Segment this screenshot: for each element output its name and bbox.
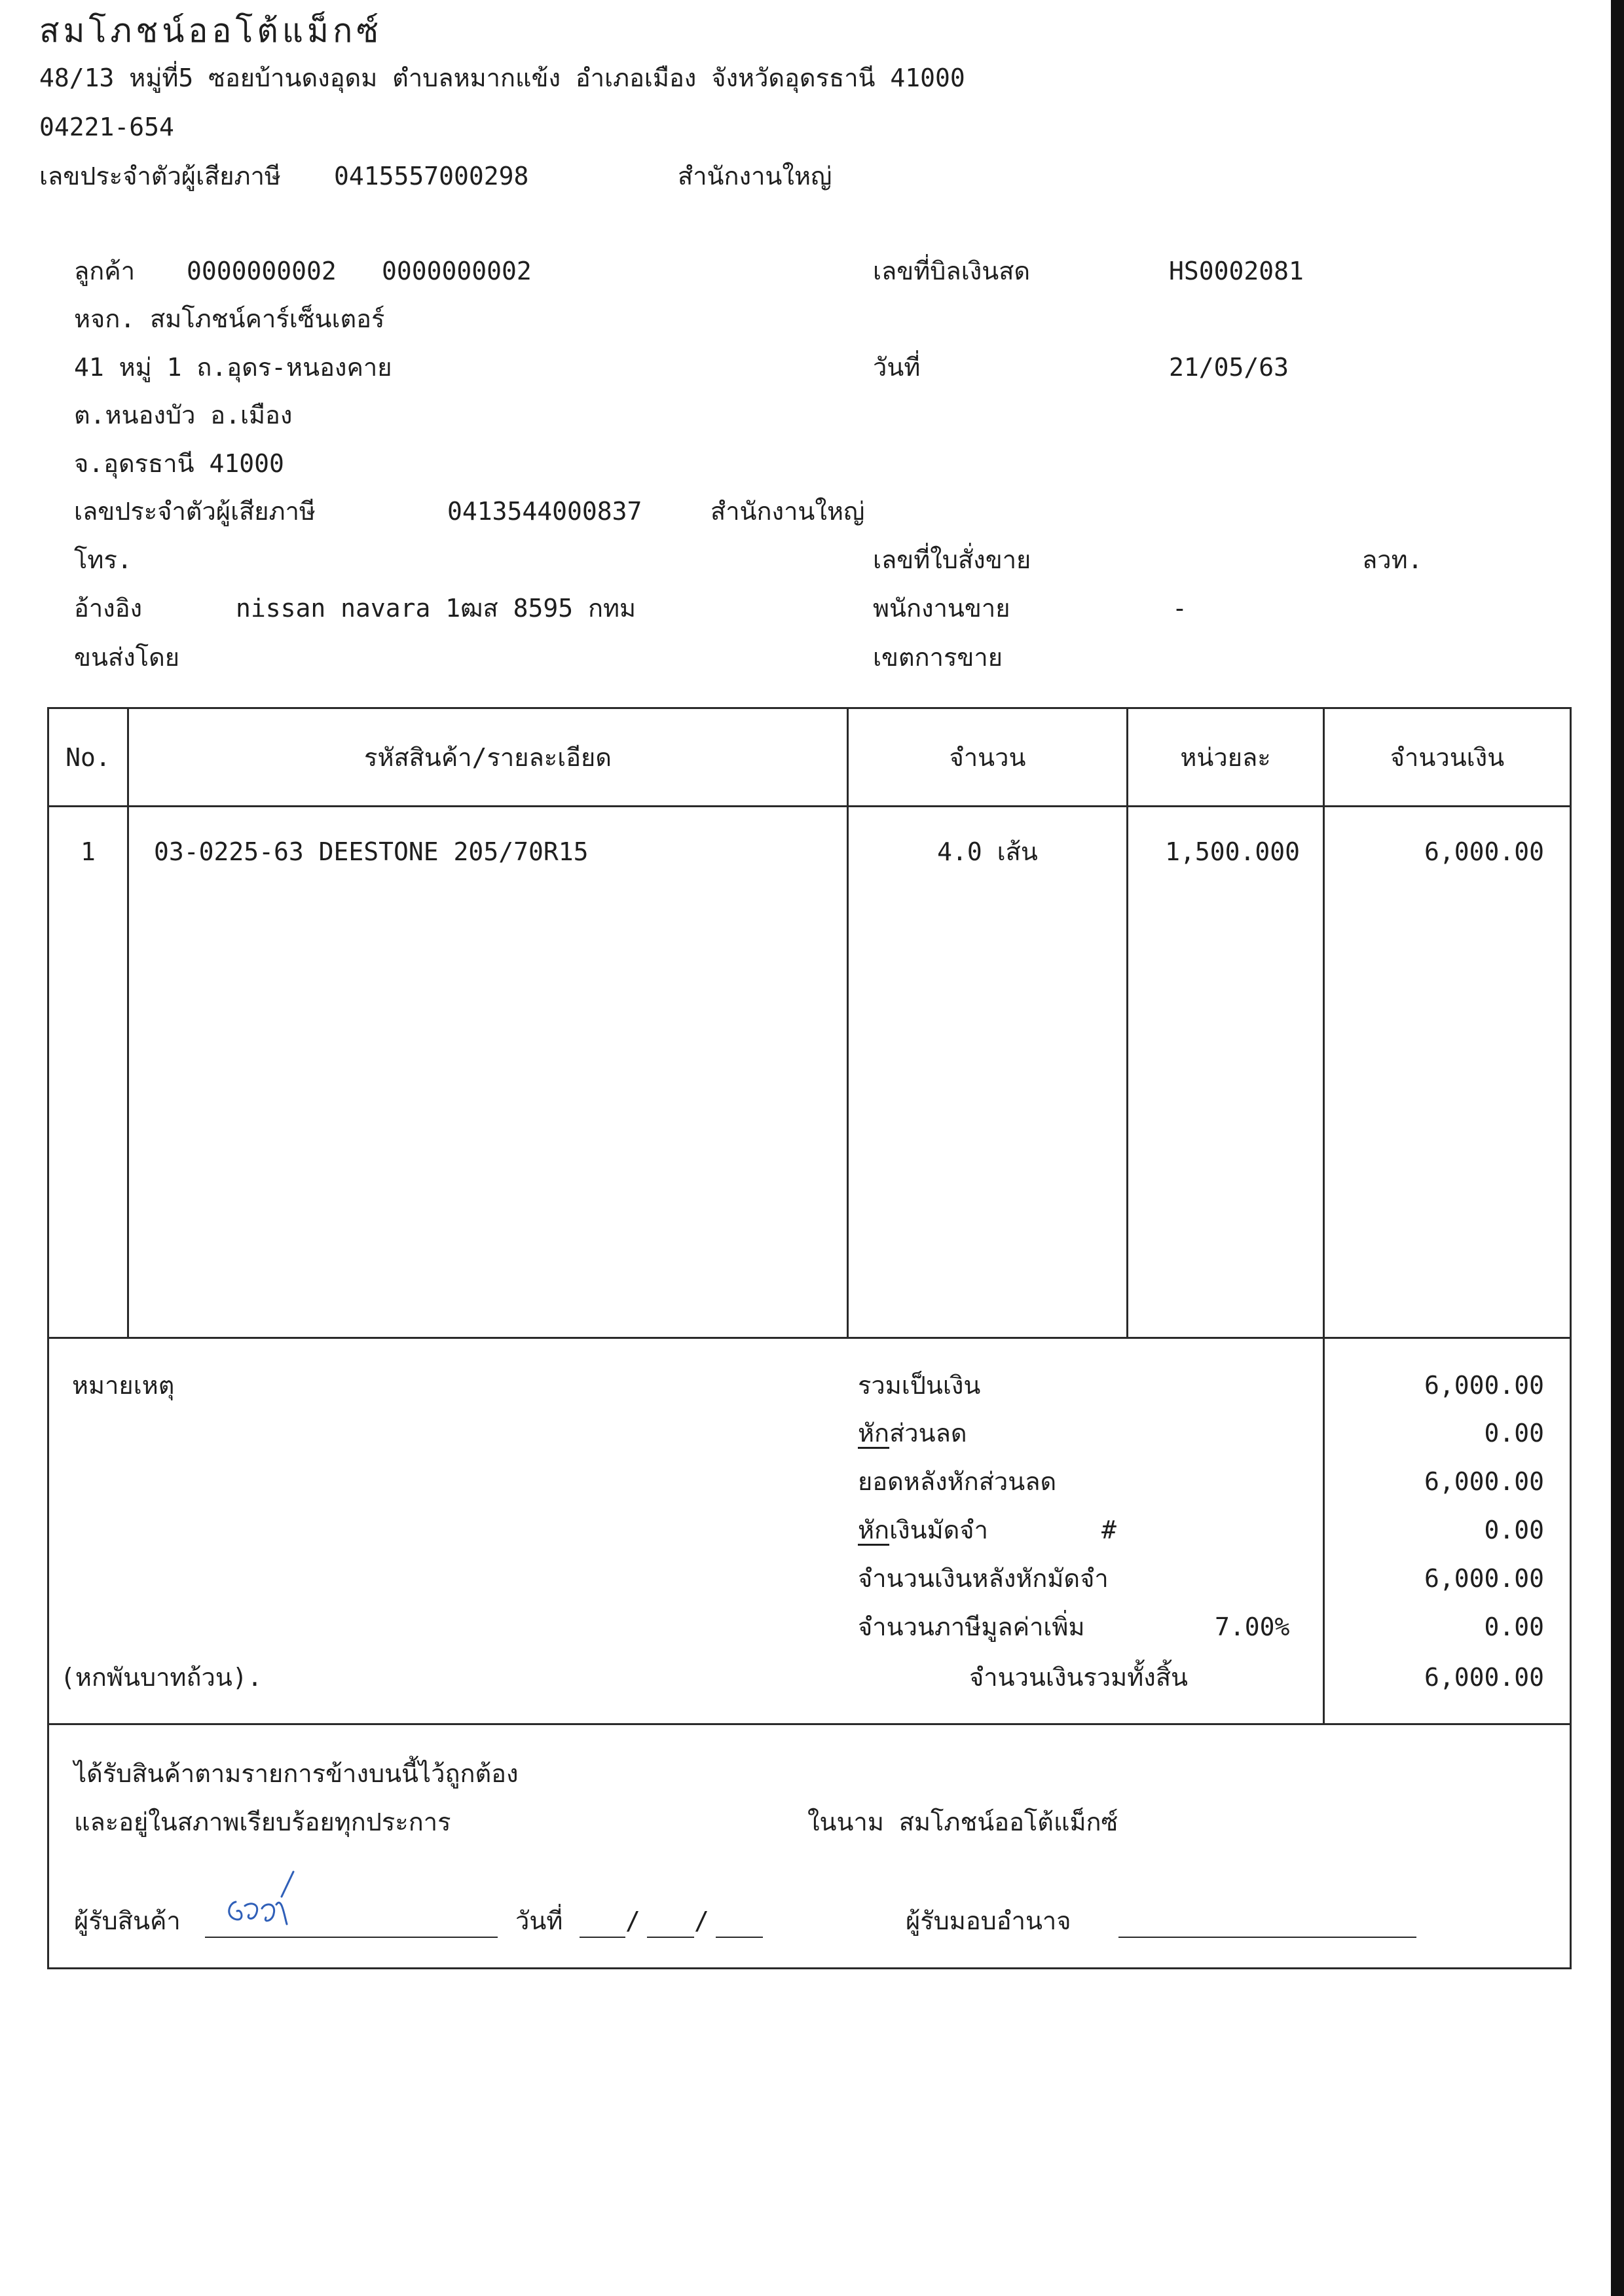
company-name: สมโภชน์ออโต้แม็กซ์ [39,12,383,50]
row-amount: 6,000.00 [1424,837,1544,866]
discount-value: 0.00 [1484,1419,1544,1448]
subtotal-value: 6,000.00 [1424,1371,1544,1400]
date-month-line [647,1937,694,1938]
authorized-signature-line [1118,1937,1416,1938]
header-description: รหัสสินค้า/รายละเอียด [364,743,612,772]
customer-name: หจก. สมโภชน์คาร์เซ็นเตอร์ [74,304,385,333]
bill-number-value: HS0002081 [1169,257,1304,285]
deposit-label [858,1518,988,1542]
vat-label: จำนวนภาษีมูลค่าเพิ่ม [858,1613,1085,1641]
grand-total-value: 6,000.00 [1424,1663,1544,1692]
date-separator-2: / [694,1906,709,1935]
date-day-line [580,1937,625,1938]
customer-shipping-label: ขนส่งโดย [74,643,180,672]
company-address: 48/13 หมู่ที่5 ซอยบ้านดงอุดม ตำบลหมากแข้ง อำเภอเมือง จังหวัดอุดรธานี 41000 [39,64,965,92]
salesperson-label: พนักงานขาย [873,594,1010,623]
bill-number-label: เลขที่บิลเงินสด [873,257,1031,285]
received-statement-line-2: และอยู่ในสภาพเรียบร้อยทุกประการ [74,1808,451,1836]
customer-branch: สำนักงานใหญ่ [710,497,865,526]
authorized-label: ผู้รับมอบอำนาจ [906,1906,1071,1935]
customer-reference-value: nissan navara 1ฒส 8595 กทม [236,594,637,623]
customer-code-2: 0000000002 [382,257,532,285]
row-quantity: 4.0 เส้น [937,837,1038,866]
after-deposit-value: 6,000.00 [1424,1564,1544,1593]
customer-tax-label: เลขประจำตัวผู้เสียภาษี [74,497,316,526]
date-year-line [716,1937,763,1938]
amount-in-words: (หกพันบาทถ้วน). [60,1663,263,1692]
customer-phone-label: โทร. [74,545,132,574]
discount-label-text: ส่วนลด [889,1419,967,1448]
customer-address-line-2: ต.หนองบัว อ.เมือง [74,401,293,429]
date-separator-1: / [625,1906,640,1935]
customer-code-1: 0000000002 [187,257,337,285]
company-phone: 04221-654 [39,113,174,141]
header-amount: จำนวนเงิน [1390,743,1505,772]
row-unit-price: 1,500.000 [1165,837,1300,866]
discount-label [858,1421,967,1446]
vat-rate: 7.00% [1215,1613,1290,1641]
customer-address-line-1: 41 หมู่ 1 ถ.อุดร-หนองคาย [74,353,392,382]
subtotal-label: รวมเป็นเงิน [858,1371,981,1400]
customer-label: ลูกค้า [74,257,136,285]
grand-total-label: จำนวนเงินรวมทั้งสิ้น [969,1663,1188,1692]
company-branch: สำนักงานใหญ่ [678,162,832,191]
vat-value: 0.00 [1484,1613,1544,1641]
row-no: 1 [81,837,96,866]
sales-area-label: เขตการขาย [873,643,1003,672]
deposit-prefix: หัก [858,1516,890,1544]
bill-date-label: วันที่ [873,353,921,382]
deposit-value: 0.00 [1484,1516,1544,1544]
customer-address-line-3: จ.อุดรธานี 41000 [74,449,284,478]
company-tax-id: 0415557000298 [334,162,529,191]
after-deposit-label: จำนวนเงินหลังหักมัดจำ [858,1564,1109,1593]
header-unit-price: หน่วยละ [1180,743,1271,772]
header-quantity: จำนวน [949,743,1026,772]
deposit-mark: # [1101,1516,1116,1544]
discount-prefix: หัก [858,1419,890,1448]
receiver-label: ผู้รับสินค้า [74,1906,181,1935]
row-description: 03-0225-63 DEESTONE 205/70R15 [154,837,589,866]
after-discount-value: 6,000.00 [1424,1467,1544,1496]
bill-date-value: 21/05/63 [1169,353,1289,382]
on-behalf-of: ในนาม สมโภชน์ออโต้แม็กซ์ [807,1808,1118,1836]
customer-tax-id: 0413544000837 [447,497,642,526]
salesperson-value: - [1172,594,1187,623]
sales-order-label: เลขที่ใบสั่งขาย [873,545,1031,574]
header-no: No. [65,743,111,772]
deposit-label-text: เงินมัดจำ [889,1516,988,1544]
scan-edge [1611,0,1624,2296]
received-statement-line-1: ได้รับสินค้าตามรายการข้างบนนี้ไว้ถูกต้อง [74,1759,519,1788]
company-tax-label: เลขประจำตัวผู้เสียภาษี [39,162,281,191]
customer-reference-label: อ้างอิง [74,594,143,623]
sales-order-suffix: ลวท. [1362,545,1423,574]
receive-date-label: วันที่ [515,1906,563,1935]
remarks-label: หมายเหตุ [72,1371,175,1400]
after-discount-label: ยอดหลังหักส่วนลด [858,1467,1057,1496]
receiver-signature-mark [216,1863,314,1941]
